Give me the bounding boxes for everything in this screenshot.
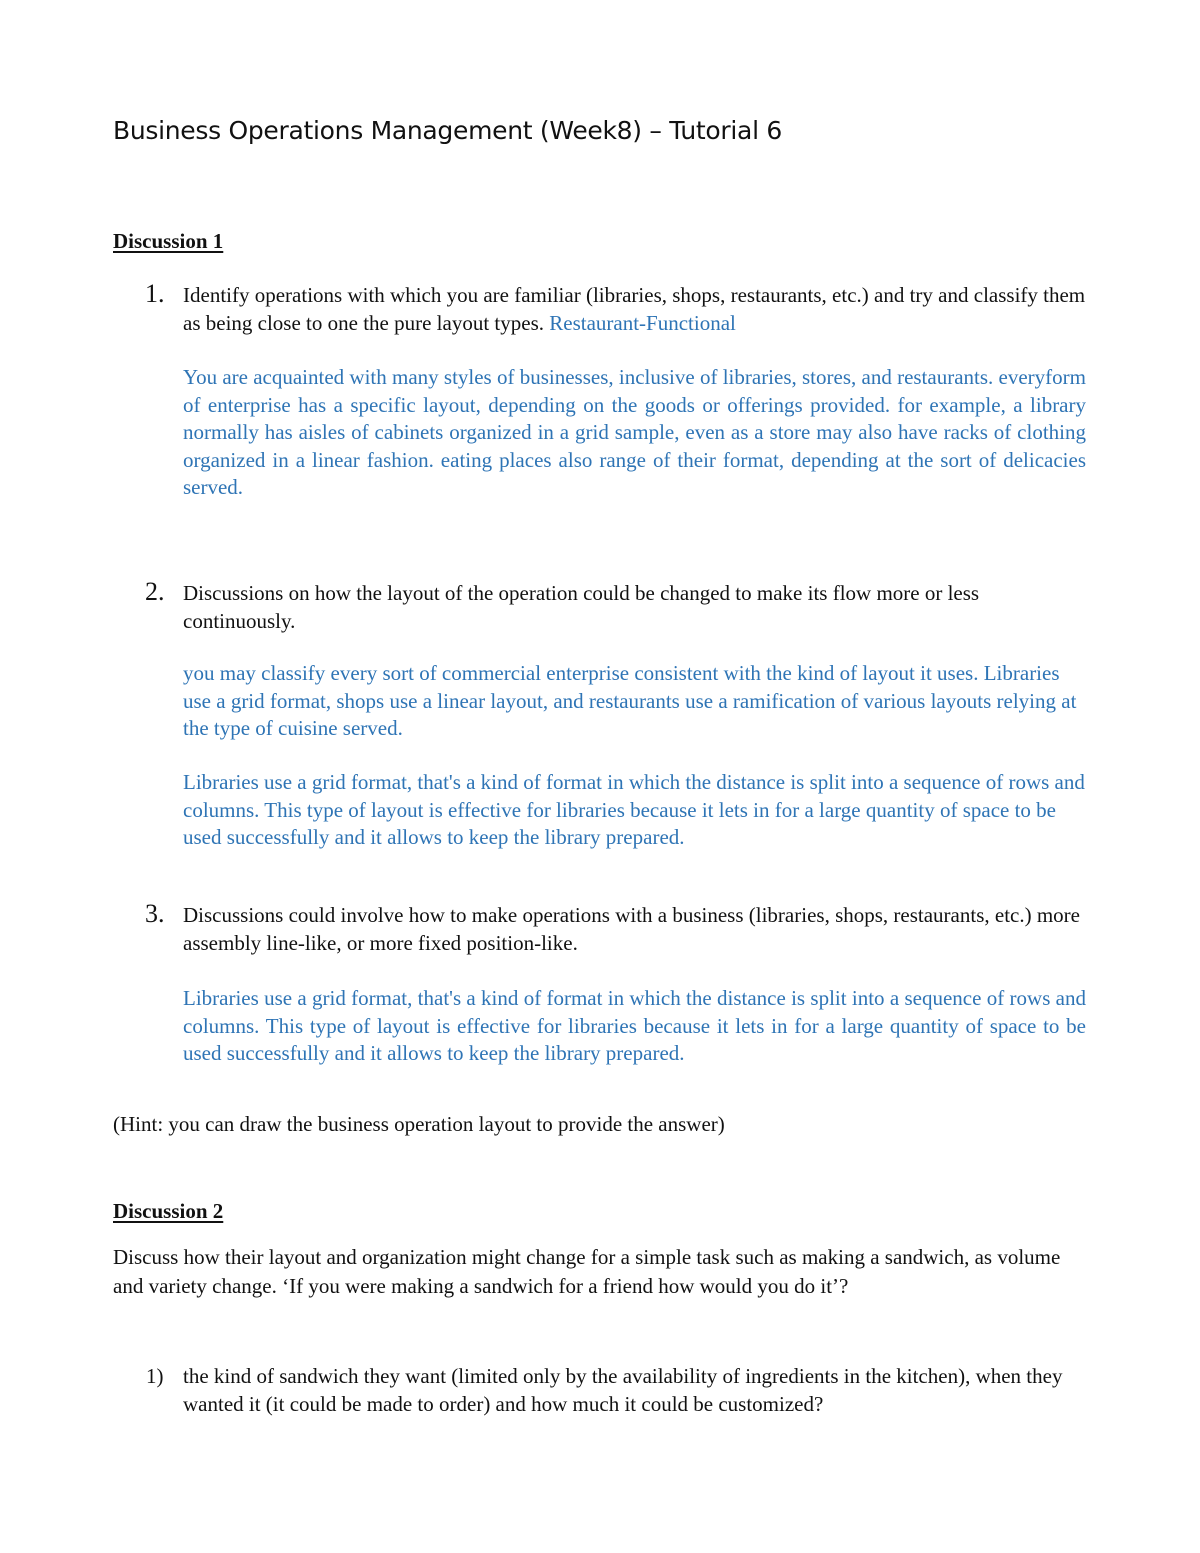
item-2-number: 2. [145, 577, 165, 606]
item-3-number: 3. [145, 899, 165, 928]
item-1-question-text: Identify operations with which you are familiar (libraries, shops, restaurants, etc.) and try and classify them as being close to one the pure layout types. [183, 283, 1086, 335]
item-1-inline-answer: Restaurant-Functional [549, 311, 736, 335]
item-2-question: Discussions on how the layout of the operation could be changed to make its flow more or less continuously. [183, 581, 980, 633]
item-1-answer: You are acquainted with many styles of businesses, inclusive of libraries, stores, and restaurants. everyform of enterprise has a specific layout, depending on the goods or offerings provided. for example, a library normally has aisles of cabinets organized in a grid sample, even as a store may also have racks of clothing organized in a linear fashion. eating places also range of their format, depending at the sort of delicacies served. [183, 365, 1086, 499]
discussion-1-heading: Discussion 1 [113, 229, 224, 253]
item-3-answer: Libraries use a grid format, that's a kind of format in which the distance is split into a sequence of rows and columns. This type of layout is effective for libraries because it lets in for a large quantity of space to be used successfully and it allows to keep the library prepared. [183, 986, 1086, 1065]
item-1-question [183, 281, 1093, 337]
item-3-question: Discussions could involve how to make operations with a business (libraries, shops, restaurants, etc.) more assembly line-like, or more fixed position-like. [183, 903, 1080, 955]
discussion-2-intro: Discuss how their layout and organization might change for a simple task such as making a sandwich, as volume and variety change. ‘If you were making a sandwich for a friend how would you do it’? [113, 1245, 1061, 1298]
sub-item-1-number: 1) [146, 1364, 164, 1388]
sub-item-1-text: the kind of sandwich they want (limited only by the availability of ingredients in the kitchen), when they wanted it (it could be made to order) and how much it could be customized? [183, 1364, 1063, 1416]
discussion-2-heading: Discussion 2 [113, 1199, 224, 1223]
item-2-answer-1: you may classify every sort of commercial enterprise consistent with the kind of layout it uses. Libraries use a grid format, shops use a linear layout, and restaurants use a ramification of various layouts relying at the type of cuisine served. [183, 661, 1077, 740]
document-title: Business Operations Management (Week8) – Tutorial 6 [113, 116, 782, 145]
item-2-answer-2: Libraries use a grid format, that's a kind of format in which the distance is split into a sequence of rows and columns. This type of layout is effective for libraries because it lets in for a large quantity of space to be used successfully and it allows to keep the library prepared. [183, 770, 1085, 849]
hint-text: (Hint: you can draw the business operation layout to provide the answer) [113, 1112, 725, 1136]
item-1-number: 1. [145, 279, 165, 308]
